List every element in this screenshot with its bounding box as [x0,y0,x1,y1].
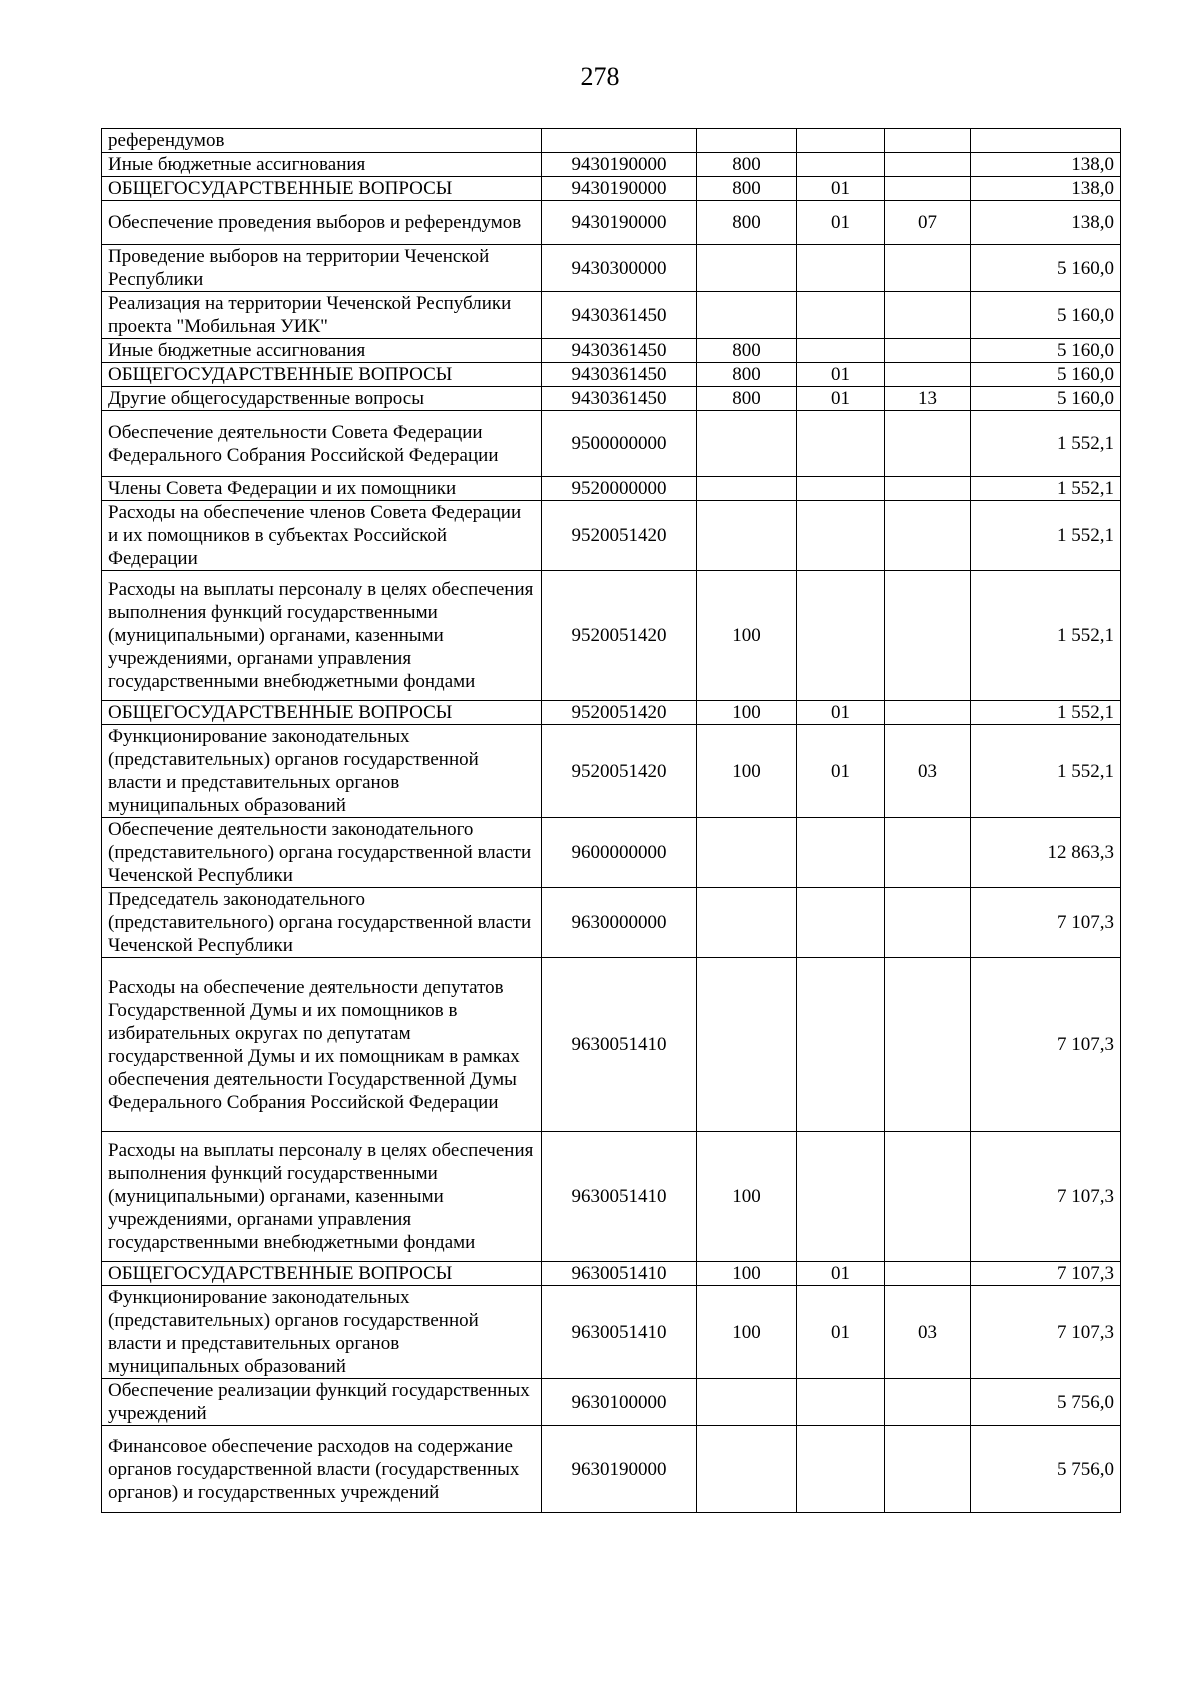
expense-type-code-cell: 800 [697,339,797,363]
amount-cell: 5 160,0 [971,339,1121,363]
subsection-code-cell [885,1379,971,1426]
target-article-code-cell: 9630100000 [542,1379,697,1426]
row-name-cell: Реализация на территории Чеченской Республики проекта "Мобильная УИК" [102,292,542,339]
expense-type-code-cell [697,245,797,292]
expense-type-code-cell: 100 [697,571,797,701]
row-name-cell: Иные бюджетные ассигнования [102,153,542,177]
table-row [102,1426,1121,1513]
target-article-code-cell: 9520051420 [542,501,697,571]
section-code-cell [797,411,885,477]
subsection-code-cell [885,818,971,888]
amount-cell: 5 160,0 [971,292,1121,339]
section-code-cell [797,339,885,363]
budget-table [101,128,1121,1513]
subsection-code-cell [885,477,971,501]
subsection-code-cell [885,701,971,725]
table-row [102,888,1121,958]
expense-type-code-cell [697,958,797,1132]
row-name-cell: ОБЩЕГОСУДАРСТВЕННЫЕ ВОПРОСЫ [102,1262,542,1286]
amount-cell: 1 552,1 [971,477,1121,501]
table-row [102,387,1121,411]
amount-cell: 138,0 [971,153,1121,177]
row-name-cell: Председатель законодательного (представительного) органа государственной власти Чеченской Республики [102,888,542,958]
subsection-code-cell: 07 [885,201,971,245]
amount-cell [971,129,1121,153]
section-code-cell [797,571,885,701]
row-name-cell: Обеспечение деятельности законодательного (представительного) органа государственной власти Чеченской Республики [102,818,542,888]
target-article-code-cell: 9630051410 [542,958,697,1132]
row-name-cell: Иные бюджетные ассигнования [102,339,542,363]
section-code-cell [797,1132,885,1262]
budget-table-body [102,129,1121,1513]
row-name-cell: ОБЩЕГОСУДАРСТВЕННЫЕ ВОПРОСЫ [102,177,542,201]
section-code-cell: 01 [797,701,885,725]
subsection-code-cell: 03 [885,1286,971,1379]
amount-cell: 12 863,3 [971,818,1121,888]
table-row [102,201,1121,245]
subsection-code-cell [885,501,971,571]
subsection-code-cell [885,245,971,292]
target-article-code-cell: 9430361450 [542,339,697,363]
table-row [102,1379,1121,1426]
section-code-cell: 01 [797,177,885,201]
table-row [102,477,1121,501]
table-row [102,292,1121,339]
row-name-cell: Обеспечение реализации функций государственных учреждений [102,1379,542,1426]
table-row [102,818,1121,888]
page-number: 278 [580,62,620,91]
amount-cell: 5 160,0 [971,363,1121,387]
expense-type-code-cell [697,1426,797,1513]
expense-type-code-cell: 800 [697,201,797,245]
subsection-code-cell [885,129,971,153]
section-code-cell [797,477,885,501]
expense-type-code-cell: 800 [697,177,797,201]
row-name-cell: Расходы на выплаты персоналу в целях обеспечения выполнения функций государственными (муниципальными) органами, казенными учреждениями, органами управления государственными внебюджетными фондами [102,571,542,701]
amount-cell: 1 552,1 [971,571,1121,701]
table-row [102,1286,1121,1379]
amount-cell: 1 552,1 [971,411,1121,477]
row-name-cell: Функционирование законодательных (представительных) органов государственной власти и представительных органов муниципальных образований [102,1286,542,1379]
amount-cell: 5 160,0 [971,245,1121,292]
subsection-code-cell [885,958,971,1132]
target-article-code-cell: 9630051410 [542,1132,697,1262]
target-article-code-cell: 9430361450 [542,387,697,411]
expense-type-code-cell [697,129,797,153]
amount-cell: 1 552,1 [971,501,1121,571]
target-article-code-cell: 9630190000 [542,1426,697,1513]
amount-cell: 1 552,1 [971,701,1121,725]
table-row [102,339,1121,363]
section-code-cell: 01 [797,725,885,818]
row-name-cell: Расходы на обеспечение членов Совета Федерации и их помощников в субъектах Российской Федерации [102,501,542,571]
subsection-code-cell [885,177,971,201]
section-code-cell [797,501,885,571]
subsection-code-cell [885,571,971,701]
section-code-cell [797,958,885,1132]
table-row [102,363,1121,387]
table-row [102,1132,1121,1262]
table-row [102,411,1121,477]
table-row [102,1262,1121,1286]
amount-cell: 5 756,0 [971,1426,1121,1513]
subsection-code-cell [885,1426,971,1513]
section-code-cell [797,888,885,958]
expense-type-code-cell: 800 [697,153,797,177]
row-name-cell: Расходы на обеспечение деятельности депутатов Государственной Думы и их помощников в избирательных округах по депутатам государственной Думы и их помощникам в рамках обеспечения деятельности Государственной Думы Федерального Собрания Российской Федерации [102,958,542,1132]
expense-type-code-cell [697,818,797,888]
amount-cell: 7 107,3 [971,888,1121,958]
subsection-code-cell [885,339,971,363]
section-code-cell: 01 [797,201,885,245]
row-name-cell: референдумов [102,129,542,153]
target-article-code-cell: 9500000000 [542,411,697,477]
row-name-cell: Расходы на выплаты персоналу в целях обеспечения выполнения функций государственными (муниципальными) органами, казенными учреждениями, органами управления государственными внебюджетными фондами [102,1132,542,1262]
table-row [102,701,1121,725]
amount-cell: 7 107,3 [971,1132,1121,1262]
expense-type-code-cell: 100 [697,725,797,818]
expense-type-code-cell [697,1379,797,1426]
table-row [102,725,1121,818]
section-code-cell [797,1379,885,1426]
row-name-cell: Обеспечение проведения выборов и референдумов [102,201,542,245]
table-row [102,177,1121,201]
target-article-code-cell: 9430190000 [542,177,697,201]
table-row [102,245,1121,292]
amount-cell: 138,0 [971,201,1121,245]
target-article-code-cell: 9520000000 [542,477,697,501]
section-code-cell: 01 [797,387,885,411]
row-name-cell: ОБЩЕГОСУДАРСТВЕННЫЕ ВОПРОСЫ [102,363,542,387]
expense-type-code-cell [697,292,797,339]
amount-cell: 5 756,0 [971,1379,1121,1426]
expense-type-code-cell [697,477,797,501]
expense-type-code-cell [697,888,797,958]
amount-cell: 7 107,3 [971,1262,1121,1286]
subsection-code-cell [885,1262,971,1286]
row-name-cell: Члены Совета Федерации и их помощники [102,477,542,501]
subsection-code-cell [885,363,971,387]
table-row [102,153,1121,177]
table-row [102,129,1121,153]
target-article-code-cell: 9430361450 [542,292,697,339]
target-article-code-cell: 9430190000 [542,153,697,177]
row-name-cell: Обеспечение деятельности Совета Федерации Федерального Собрания Российской Федерации [102,411,542,477]
subsection-code-cell: 03 [885,725,971,818]
subsection-code-cell: 13 [885,387,971,411]
row-name-cell: Другие общегосударственные вопросы [102,387,542,411]
target-article-code-cell [542,129,697,153]
amount-cell: 138,0 [971,177,1121,201]
target-article-code-cell: 9630051410 [542,1262,697,1286]
row-name-cell: ОБЩЕГОСУДАРСТВЕННЫЕ ВОПРОСЫ [102,701,542,725]
expense-type-code-cell: 800 [697,387,797,411]
section-code-cell: 01 [797,1286,885,1379]
expense-type-code-cell: 800 [697,363,797,387]
amount-cell: 5 160,0 [971,387,1121,411]
section-code-cell: 01 [797,1262,885,1286]
row-name-cell: Функционирование законодательных (представительных) органов государственной власти и представительных органов муниципальных образований [102,725,542,818]
amount-cell: 7 107,3 [971,1286,1121,1379]
target-article-code-cell: 9630000000 [542,888,697,958]
amount-cell: 1 552,1 [971,725,1121,818]
table-row [102,571,1121,701]
expense-type-code-cell [697,501,797,571]
subsection-code-cell [885,1132,971,1262]
target-article-code-cell: 9630051410 [542,1286,697,1379]
expense-type-code-cell: 100 [697,701,797,725]
section-code-cell [797,818,885,888]
section-code-cell [797,153,885,177]
subsection-code-cell [885,411,971,477]
table-row [102,501,1121,571]
row-name-cell: Проведение выборов на территории Чеченской Республики [102,245,542,292]
amount-cell: 7 107,3 [971,958,1121,1132]
expense-type-code-cell [697,411,797,477]
section-code-cell [797,1426,885,1513]
target-article-code-cell: 9520051420 [542,701,697,725]
subsection-code-cell [885,153,971,177]
row-name-cell: Финансовое обеспечение расходов на содержание органов государственной власти (государственных органов) и государственных учреждений [102,1426,542,1513]
table-row [102,958,1121,1132]
subsection-code-cell [885,888,971,958]
subsection-code-cell [885,292,971,339]
expense-type-code-cell: 100 [697,1286,797,1379]
section-code-cell [797,245,885,292]
expense-type-code-cell: 100 [697,1262,797,1286]
section-code-cell [797,129,885,153]
section-code-cell [797,292,885,339]
target-article-code-cell: 9600000000 [542,818,697,888]
section-code-cell: 01 [797,363,885,387]
target-article-code-cell: 9520051420 [542,725,697,818]
target-article-code-cell: 9430361450 [542,363,697,387]
target-article-code-cell: 9520051420 [542,571,697,701]
target-article-code-cell: 9430300000 [542,245,697,292]
target-article-code-cell: 9430190000 [542,201,697,245]
expense-type-code-cell: 100 [697,1132,797,1262]
